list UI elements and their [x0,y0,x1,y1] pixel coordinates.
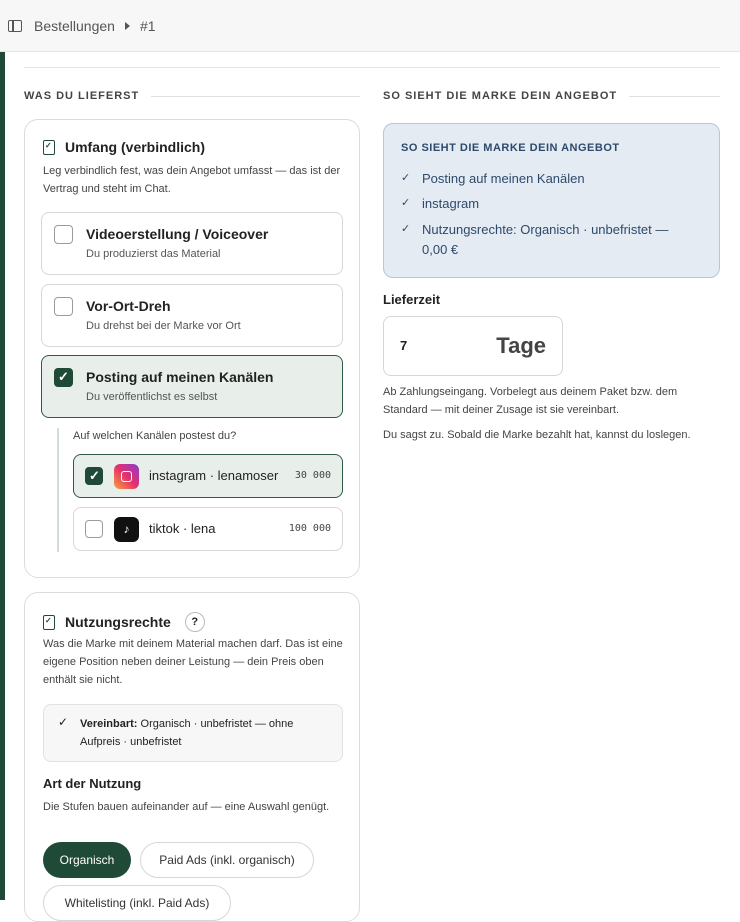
channel-name: instagram · lenamoser [149,468,279,483]
top-bar [0,0,740,52]
chevron-right-icon [125,22,130,30]
checkbox[interactable] [54,225,73,244]
follower-count: 100 000 [288,523,331,534]
scope-option-video[interactable] [41,212,343,275]
document-check-icon [43,615,55,630]
delivery-label: Lieferzeit [383,292,441,307]
follower-count: 30 000 [294,470,331,481]
scope-title-text: Umfang (verbindlich) [65,139,206,155]
option-subtitle: Du produzierst das Material [86,248,221,260]
preview-item [401,220,691,260]
breadcrumb-current: #1 [139,17,156,34]
check-icon: ✓ [58,715,69,729]
divider [151,96,360,97]
agreed-label: Vereinbart: [80,718,138,730]
sidebar-toggle-icon[interactable] [8,20,22,32]
tiktok-icon: ♪ [114,517,139,542]
chip-paid-ads[interactable]: Paid Ads (inkl. organisch) [140,842,314,878]
option-title: Vor-Ort-Dreh [86,298,171,314]
option-subtitle: Du veröffentlichst es selbst [86,391,218,403]
agreed-rights-box [43,704,343,762]
agreed-value: Organisch · unbefristet — ohne Aufpreis · unbefristet [80,718,294,748]
scope-description: Leg verbindlich fest, was dein Angebot umfasst — das ist der Vertrag und steht im Chat. [43,165,341,195]
rights-card [24,592,360,922]
scope-title [43,139,205,155]
section-heading-label: SO SIEHT DIE MARKE DEIN ANGEBOT [383,90,618,102]
scope-card [24,119,360,578]
document-check-icon [43,140,55,155]
option-subtitle: Du drehst bei der Marke vor Ort [86,320,241,332]
preview-item [401,169,585,189]
chip-whitelisting[interactable]: Whitelisting (inkl. Paid Ads) [43,885,231,921]
checkbox[interactable] [85,520,103,538]
usage-description: Die Stufen bauen aufeinander auf — eine Auswahl genügt. [43,801,330,813]
accent-bar [0,52,5,900]
channel-tiktok[interactable] [73,507,343,551]
check-icon: ✓ [401,223,411,235]
check-icon: ✓ [401,172,411,184]
preview-item-text: Posting auf meinen Kanälen [422,171,585,186]
breadcrumb-root[interactable]: Bestellungen [34,17,115,34]
commitment-note: Du sagst zu. Sobald die Marke bezahlt hat, kannst du loslegen. [383,429,691,441]
checkbox-checked[interactable] [54,368,73,387]
usage-title: Art der Nutzung [43,776,142,791]
channel-instagram[interactable] [73,454,343,498]
offer-preview-panel [383,123,720,278]
preview-title: SO SIEHT DIE MARKE DEIN ANGEBOT [401,142,620,154]
channel-name: tiktok · lena [149,521,216,536]
rights-title-text: Nutzungsrechte [65,614,171,630]
preview-item [401,194,479,214]
scope-option-posting[interactable] [41,355,343,418]
delivery-note: Ab Zahlungseingang. Vorbelegt aus deinem Paket bzw. dem Standard — mit deiner Zusage ist sie vereinbart. [383,386,678,416]
divider [24,67,720,68]
channels-question: Auf welchen Kanälen postest du? [73,430,237,442]
option-title: Posting auf meinen Kanälen [86,369,274,385]
checkbox-checked[interactable] [85,467,103,485]
nested-indent-line [57,428,59,552]
option-title: Videoerstellung / Voiceover [86,226,269,242]
divider [629,96,720,97]
preview-item-text: instagram [422,196,480,211]
agreed-rights-text [80,715,332,751]
delivery-days-unit: Tage [496,333,546,358]
instagram-icon [114,464,139,489]
chip-organic[interactable]: Organisch [43,842,131,878]
rights-description: Was die Marke mit deinem Material machen darf. Das ist eine eigene Position neben deiner Leistung — dein Preis oben enthält sie nicht. [43,638,343,686]
scope-option-onsite[interactable] [41,284,343,347]
check-icon: ✓ [401,197,411,209]
rights-title [43,612,205,632]
section-heading-label: WAS DU LIEFERST [24,90,140,102]
section-heading-deliverables [24,90,360,102]
delivery-days-value[interactable]: 7 [400,338,408,353]
checkbox[interactable] [54,297,73,316]
help-icon[interactable]: ? [185,612,205,632]
section-heading-preview [383,90,720,102]
delivery-days-input[interactable] [383,316,563,376]
preview-item-text: Nutzungsrechte: Organisch · unbefristet — 0,00 € [422,222,669,257]
